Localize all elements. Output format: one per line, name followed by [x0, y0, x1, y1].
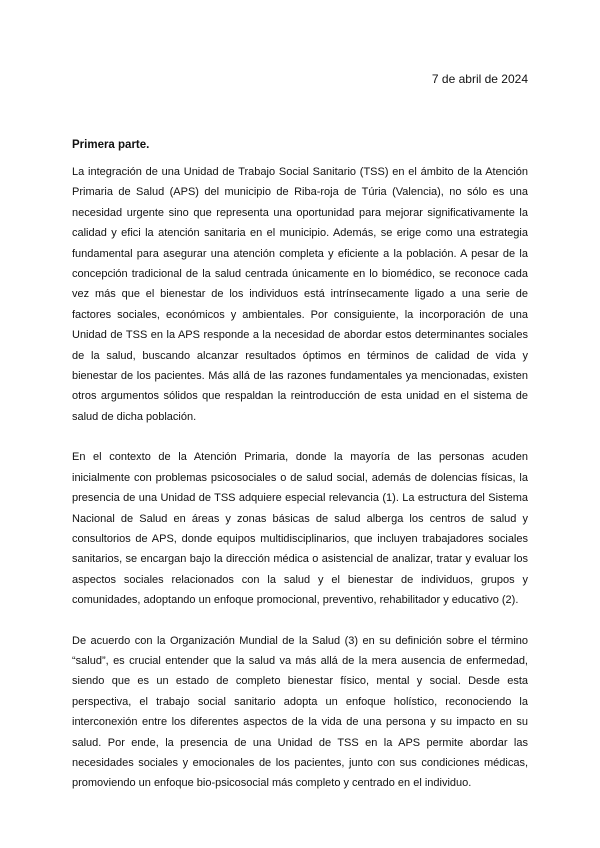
paragraph-1: La integración de una Unidad de Trabajo Social Sanitario (TSS) en el ámbito de la Atención Primaria de Salud (APS) del municipio de Riba-roja de Túria (Valencia), no sólo es una necesidad urgente sino que representa una oportunidad para mejorar significativamente la calidad y efici la atención sanitaria en el municipio. Además, se erige como una estrategia fundamental para asegurar una atención completa y eficiente a la población. A pesar de la concepción tradicional de la salud centrada únicamente en lo biomédico, se reconoce cada vez más que el bienestar de los individuos está intrínsecamente ligado a una serie de factores sociales, económicos y ambientales. Por consiguiente, la incorporación de una Unidad de TSS en la APS responde a la necesidad de abordar estos determinantes sociales de la salud, buscando alcanzar resultados óptimos en términos de calidad de vida y bienestar de los pacientes. Más allá de las razones fundamentales ya mencionadas, existen otros argumentos sólidos que respaldan la reintroducción de esta unidad en el sistema de salud de dicha población. [72, 166, 528, 423]
section-heading: Primera parte. [72, 139, 150, 151]
paragraph-2: En el contexto de la Atención Primaria, donde la mayoría de las personas acuden inicialmente con problemas psicosociales o de salud social, además de dolencias físicas, la presencia de una Unidad de TSS adquiere especial relevancia (1). La estructura del Sistema Nacional de Salud en áreas y zonas básicas de salud alberga los centros de salud y consultorios de APS, donde equipos multidisciplinarios, que incluyen trabajadores sociales sanitarios, se encargan bajo la dirección médica o asistencial de analizar, tratar y evaluar los aspectos sociales relacionados con la salud y el bienestar de individuos, grupos y comunidades, adoptando un enfoque promocional, preventivo, rehabilitador y educativo (2). [72, 451, 528, 607]
document-date: 7 de abril de 2024 [431, 72, 528, 86]
paragraph-3: De acuerdo con la Organización Mundial de la Salud (3) en su definición sobre el término “salud”, es crucial entender que la salud va más allá de la mera ausencia de enfermedad, siendo que es un estado de completo bienestar físico, mental y social. Desde esta perspectiva, el trabajo social sanitario adopta un enfoque holístico, reconociendo la interconexión entre los diferentes aspectos de la vida de una persona y su impacto en su salud. Por ende, la presencia de una Unidad de TSS en la APS permite abordar las necesidades sociales y emocionales de los pacientes, junto con sus condiciones médicas, promoviendo un enfoque bio-psicosocial más completo y centrado en el individuo. [72, 634, 528, 790]
document-body [72, 137, 528, 814]
